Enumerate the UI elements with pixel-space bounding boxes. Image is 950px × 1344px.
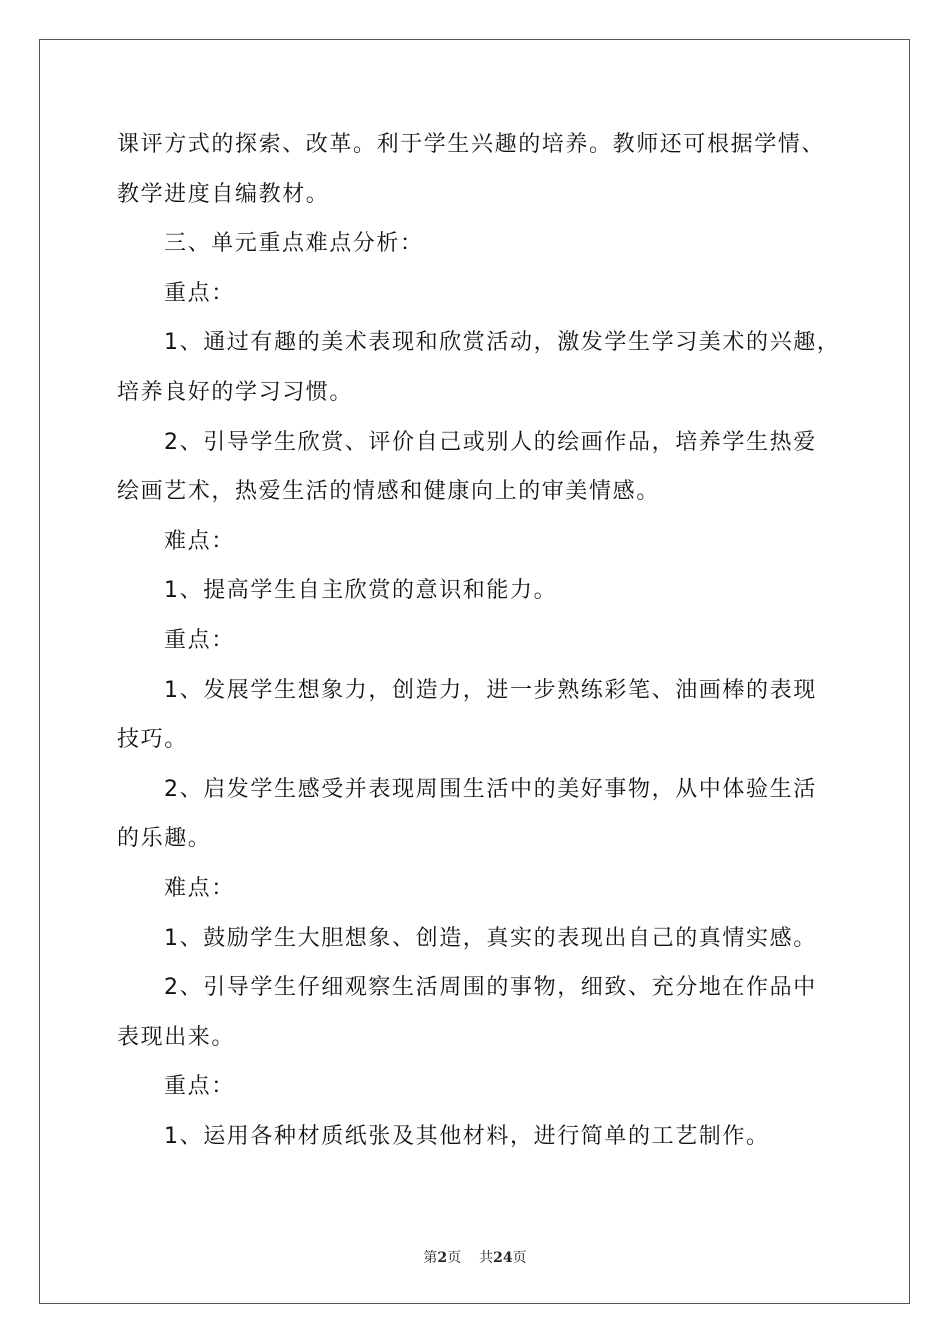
key-points-label: 重点： <box>164 280 235 306</box>
text-line: 1、提高学生自主欣赏的意识和能力。 <box>164 578 558 604</box>
footer-page-number: 2 <box>437 1250 448 1266</box>
text-line: 表现出来。 <box>117 1024 236 1050</box>
text-line: 1、鼓励学生大胆想象、创造，真实的表现出自己的真情实感。 <box>164 925 817 951</box>
text-line: 2、引导学生仔细观察生活周围的事物，细致、充分地在作品中 <box>164 975 817 1001</box>
footer-total-prefix: 共 <box>479 1250 494 1266</box>
text-line: 教学进度自编教材。 <box>117 181 330 207</box>
text-line: 1、运用各种材质纸张及其他材料，进行简单的工艺制作。 <box>164 1123 770 1149</box>
footer-page-prefix: 第 <box>423 1250 438 1266</box>
footer-page-suffix: 页 <box>447 1250 462 1266</box>
text-line: 1、发展学生想象力，创造力，进一步熟练彩笔、油画棒的表现 <box>164 677 817 703</box>
document-body <box>117 120 841 1161</box>
key-points-label: 重点： <box>164 627 235 653</box>
footer-total-suffix: 页 <box>512 1250 527 1266</box>
text-line: 的乐趣。 <box>117 826 212 852</box>
text-line: 绘画艺术，热爱生活的情感和健康向上的审美情感。 <box>117 479 660 505</box>
difficulties-label: 难点： <box>164 875 235 901</box>
text-line: 课评方式的探索、改革。利于学生兴趣的培养。教师还可根据学情、 <box>117 132 826 157</box>
key-points-label: 重点： <box>164 1074 235 1100</box>
text-line: 2、启发学生感受并表现周围生活中的美好事物，从中体验生活 <box>164 776 817 802</box>
section-heading: 三、单元重点难点分析： <box>164 231 424 257</box>
page-footer <box>0 1247 950 1267</box>
footer-total-number: 24 <box>493 1250 513 1266</box>
text-line: 技巧。 <box>117 727 188 753</box>
text-line: 培养良好的学习习惯。 <box>117 379 354 405</box>
difficulties-label: 难点： <box>164 528 235 554</box>
text-line: 2、引导学生欣赏、评价自己或别人的绘画作品，培养学生热爱 <box>164 429 817 455</box>
text-line: 1、通过有趣的美术表现和欣赏活动，激发学生学习美术的兴趣， <box>164 330 841 356</box>
